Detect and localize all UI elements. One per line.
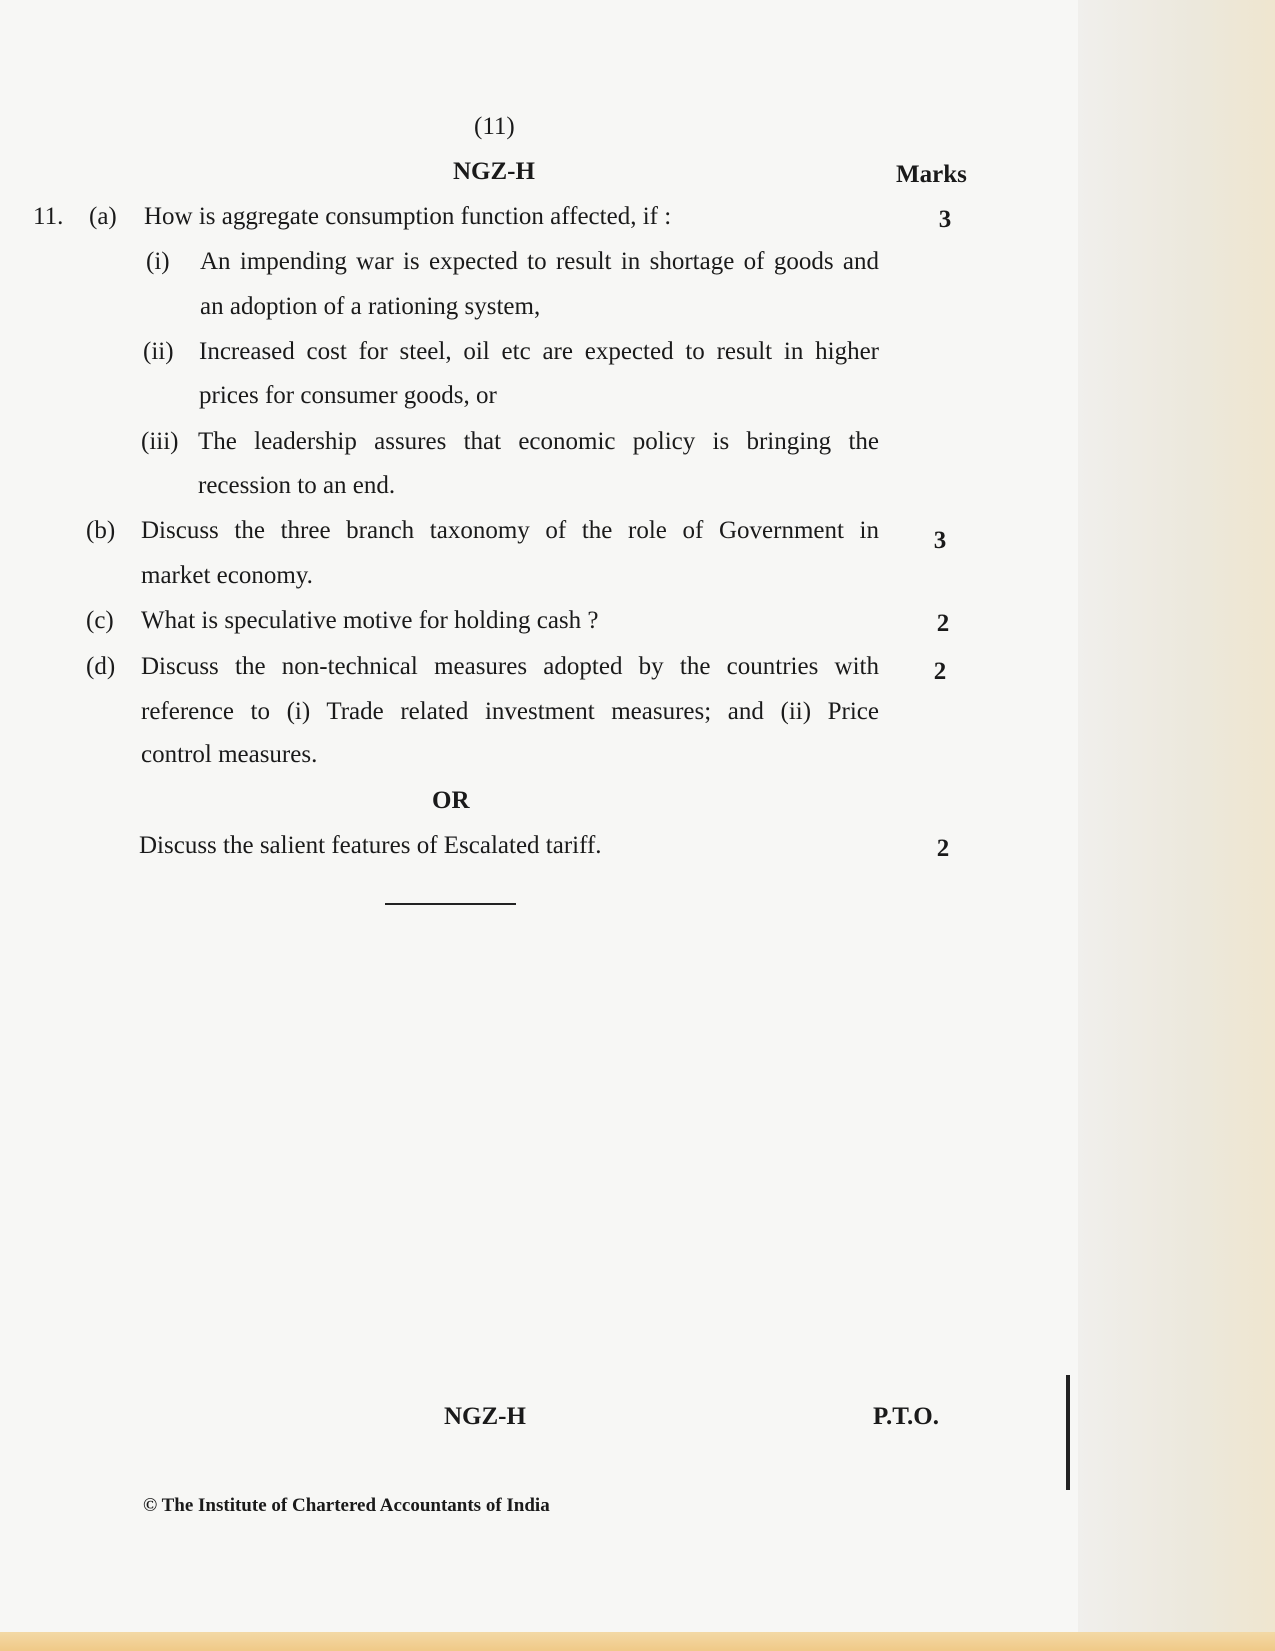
part-b-text-line2: market economy.	[141, 562, 313, 589]
subpart-i-label: (i)	[146, 248, 170, 275]
part-a-text: How is aggregate consumption function affected, if :	[144, 203, 672, 230]
subpart-i-text-line2: an adoption of a rationing system,	[200, 293, 541, 320]
paper-code-header: NGZ-H	[453, 158, 535, 185]
end-of-question-rule	[385, 903, 516, 905]
part-b-text-line1: Discuss the three branch taxonomy of the role of Government in	[141, 517, 879, 544]
page-number: (11)	[474, 113, 515, 140]
part-d-text-line3: control measures.	[141, 741, 318, 768]
subpart-ii-text-line2: prices for consumer goods, or	[199, 382, 497, 409]
page-bottom-edge	[0, 1632, 1275, 1651]
subpart-ii-text-line1: Increased cost for steel, oil etc are expected to result in higher	[199, 338, 879, 365]
part-d-label: (d)	[86, 653, 116, 680]
margin-line	[1066, 1375, 1070, 1490]
alternative-question-marks: 2	[936, 835, 950, 862]
marks-column-heading: Marks	[896, 161, 967, 188]
subpart-ii-label: (ii)	[143, 338, 174, 365]
subpart-i-text-line1: An impending war is expected to result in shortage of goods and	[200, 248, 879, 275]
paper-code-footer: NGZ-H	[444, 1403, 526, 1430]
part-c-label: (c)	[86, 607, 114, 634]
subpart-iii-text-line2: recession to an end.	[198, 472, 396, 499]
part-b-marks: 3	[933, 527, 947, 554]
part-c-marks: 2	[936, 610, 950, 637]
part-a-marks: 3	[938, 206, 952, 233]
part-b-label: (b)	[86, 517, 116, 544]
subpart-iii-text-line1: The leadership assures that economic policy is bringing the	[198, 428, 879, 455]
part-d-text-line1: Discuss the non-technical measures adopted by the countries with	[141, 653, 879, 680]
page-edge-shadow	[1078, 0, 1275, 1651]
part-a-label: (a)	[89, 203, 117, 230]
question-number: 11.	[33, 203, 64, 230]
alternative-question-text: Discuss the salient features of Escalated tariff.	[139, 832, 602, 859]
or-separator: OR	[432, 787, 470, 814]
subpart-iii-label: (iii)	[141, 428, 179, 455]
part-d-marks: 2	[933, 658, 947, 685]
part-d-text-line2: reference to (i) Trade related investment measures; and (ii) Price	[141, 698, 879, 725]
part-c-text: What is speculative motive for holding cash ?	[141, 607, 599, 634]
pto-note: P.T.O.	[873, 1403, 939, 1430]
copyright-notice: © The Institute of Chartered Accountants of India	[143, 1495, 550, 1516]
